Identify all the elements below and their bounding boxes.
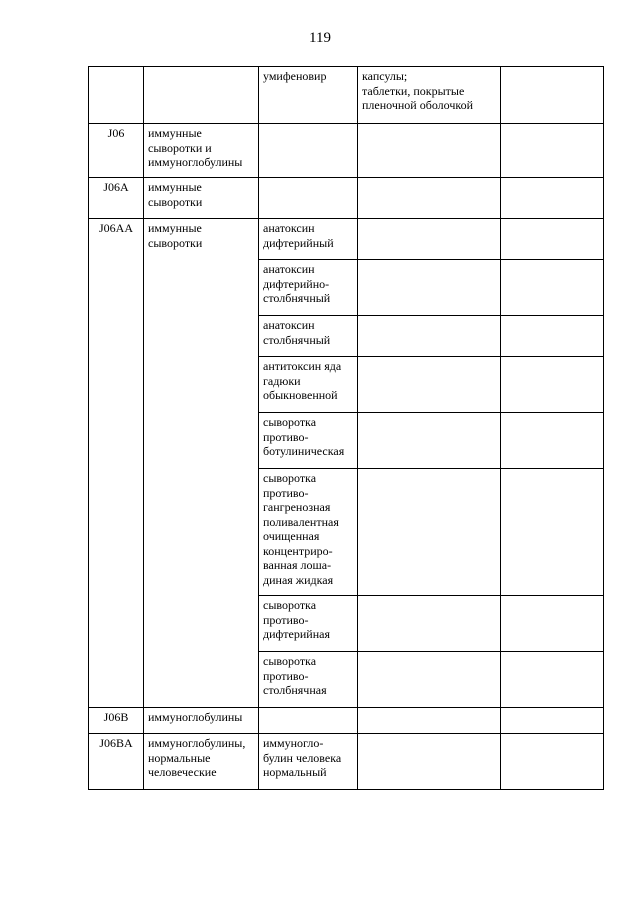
dosage-form-cell — [358, 260, 501, 316]
drug-name-cell: анатоксин столбнячный — [259, 316, 358, 357]
group-name-cell: иммунные сыворотки — [144, 219, 259, 708]
drug-name-cell — [259, 178, 358, 219]
table-row — [89, 708, 604, 734]
dosage-form-cell — [358, 596, 501, 652]
empty-cell — [501, 124, 604, 178]
atc-code-cell: J06AA — [89, 219, 144, 708]
empty-cell — [501, 316, 604, 357]
atc-code-cell: J06BA — [89, 734, 144, 790]
drug-name-cell: иммуногло- булин человека нормальный — [259, 734, 358, 790]
atc-code-cell — [89, 67, 144, 124]
table-row — [89, 219, 604, 260]
dosage-form-cell — [358, 413, 501, 469]
dosage-form-cell — [358, 316, 501, 357]
group-name-cell: иммуноглобулины, нормальные человеческие — [144, 734, 259, 790]
drug-name-cell — [259, 124, 358, 178]
group-name-cell — [144, 67, 259, 124]
empty-cell — [501, 357, 604, 413]
atc-code-cell: J06B — [89, 708, 144, 734]
empty-cell — [501, 469, 604, 596]
drug-name-cell: анатоксин дифтерийно- столбнячный — [259, 260, 358, 316]
empty-cell — [501, 708, 604, 734]
drug-name-cell: антитоксин яда гадюки обыкновенной — [259, 357, 358, 413]
drug-name-cell: сыворотка противо- столбнячная — [259, 652, 358, 708]
drug-name-cell: анатоксин дифтерийный — [259, 219, 358, 260]
atc-code-cell: J06 — [89, 124, 144, 178]
empty-cell — [501, 596, 604, 652]
table-row — [89, 124, 604, 178]
drug-name-cell — [259, 708, 358, 734]
table-row — [89, 734, 604, 790]
atc-code-cell: J06A — [89, 178, 144, 219]
empty-cell — [501, 413, 604, 469]
dosage-form-cell — [358, 734, 501, 790]
group-name-cell: иммуноглобулины — [144, 708, 259, 734]
empty-cell — [501, 67, 604, 124]
empty-cell — [501, 260, 604, 316]
dosage-form-cell — [358, 219, 501, 260]
dosage-form-cell — [358, 652, 501, 708]
drug-name-cell: сыворотка противо- дифтерийная — [259, 596, 358, 652]
empty-cell — [501, 652, 604, 708]
page-number: 119 — [309, 30, 331, 46]
dosage-form-cell — [358, 124, 501, 178]
dosage-form-cell — [358, 469, 501, 596]
dosage-form-cell — [358, 357, 501, 413]
table-row — [89, 67, 604, 124]
drug-name-cell: сыворотка противо- гангренозная поливалентная очищенная концентриро- ванная лоша- диная жидкая — [259, 469, 358, 596]
dosage-form-cell — [358, 708, 501, 734]
drug-name-cell: сыворотка противо- ботулиническая — [259, 413, 358, 469]
empty-cell — [501, 178, 604, 219]
drug-classification-table — [88, 66, 604, 790]
empty-cell — [501, 734, 604, 790]
table-row — [89, 178, 604, 219]
dosage-form-cell — [358, 178, 501, 219]
group-name-cell: иммунные сыворотки — [144, 178, 259, 219]
dosage-form-cell: капсулы; таблетки, покрытые пленочной оболочкой — [358, 67, 501, 124]
drug-name-cell: умифеновир — [259, 67, 358, 124]
empty-cell — [501, 219, 604, 260]
group-name-cell: иммунные сыворотки и иммуноглобулины — [144, 124, 259, 178]
